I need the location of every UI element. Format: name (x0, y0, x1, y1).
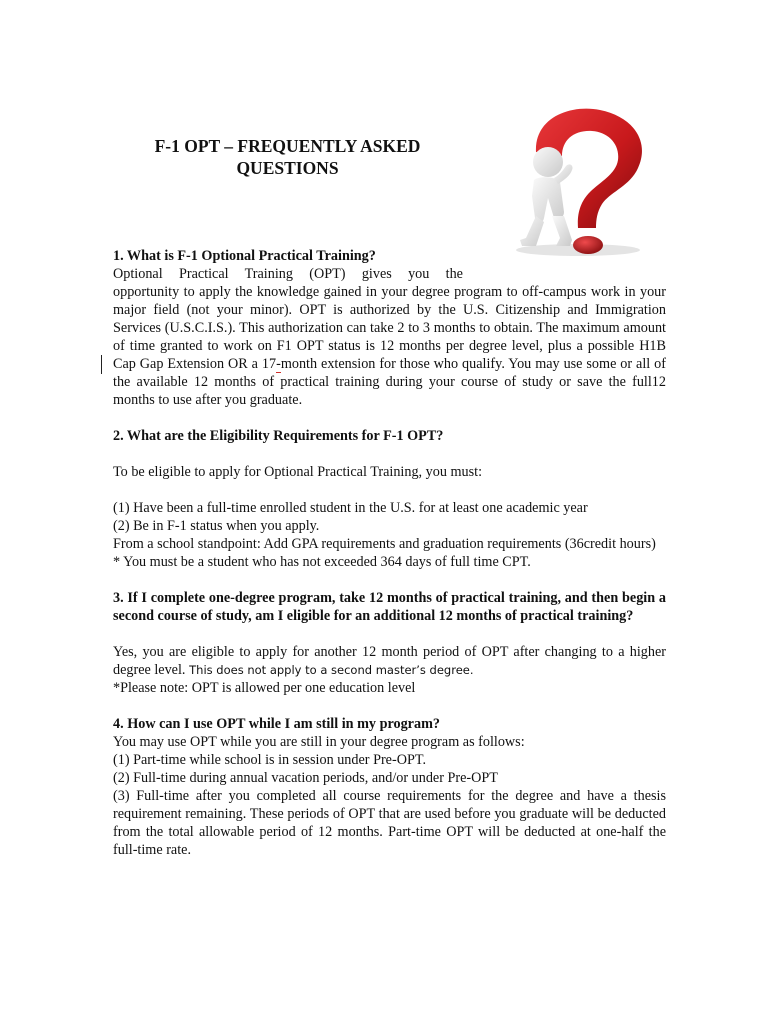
question-1-answer (113, 283, 666, 409)
question-2-school-standpoint: From a school standpoint: Add GPA requirements and graduation requirements (36credit hours) (113, 536, 656, 552)
title-line-1: F-1 OPT – FREQUENTLY ASKED (154, 136, 421, 156)
question-2-intro: To be eligible to apply for Optional Practical Training, you must: (113, 464, 483, 480)
question-1-answer-c: month extension for those who qualify. You may use some or all of the available 12 months of practical training during your course of study or save the full12 months to use after you graduate. (113, 356, 666, 408)
question-2-item-2: (2) Be in F-1 status when you apply. (113, 518, 320, 534)
question-4-item-2: (2) Full-time during annual vacation periods, and/or under Pre-OPT (113, 770, 498, 786)
document-title (130, 135, 445, 179)
question-4-intro: You may use OPT while you are still in your degree program as follows: (113, 734, 525, 750)
question-3-answer-a: Yes, you are eligible to apply for another 12 month period of OPT after changing to a higher degree level. (113, 644, 666, 678)
question-2-heading: 2. What are the Eligibility Requirements for F-1 OPT? (113, 428, 444, 444)
document-body (113, 247, 666, 859)
spelling-mark-hyphen: - (276, 356, 281, 372)
text-cursor (101, 355, 102, 374)
question-2-item-1: (1) Have been a full-time enrolled student in the U.S. for at least one academic year (113, 500, 588, 516)
question-1-heading: 1. What is F-1 Optional Practical Training? (113, 248, 376, 264)
question-mark-figure-icon (500, 100, 660, 260)
question-1-answer-a: opportunity to apply the knowledge gained in your degree program to off-campus work in your major field (not your minor). OPT is authorized by the U.S. Citizenship and Immigration Services (U.S.C.I.S.). This authorization can take 2 to 3 months to obtain. The maximum amount of time granted to work on F1 OPT status is 12 months per degree level, plus a possible H1B Cap Gap Extension OR a 17 (113, 284, 666, 372)
question-4-item-1: (1) Part-time while school is in session under Pre-OPT. (113, 752, 426, 768)
question-4-item-3: (3) Full-time after you completed all course requirements for the degree and have a thesis requirement remaining. These periods of OPT that are used before you graduate will be deducted from the total allowable period of 12 months. Part-time OPT will be deducted at one-half the full-time rate. (113, 788, 666, 858)
question-2-cpt-note: * You must be a student who has not exceeded 364 days of full time CPT. (113, 554, 531, 570)
title-line-2: QUESTIONS (236, 158, 339, 178)
question-3-heading: 3. If I complete one-degree program, take 12 months of practical training, and then begin a second course of study, am I eligible for an additional 12 months of practical training? (113, 590, 666, 624)
question-3-note: *Please note: OPT is allowed per one education level (113, 680, 416, 696)
question-3-answer (113, 643, 666, 679)
question-3-answer-b: This does not apply to a second master’s degree. (185, 663, 474, 677)
question-1-first-line: Optional Practical Training (OPT) gives you the (113, 266, 463, 282)
question-4-heading: 4. How can I use OPT while I am still in my program? (113, 716, 440, 732)
